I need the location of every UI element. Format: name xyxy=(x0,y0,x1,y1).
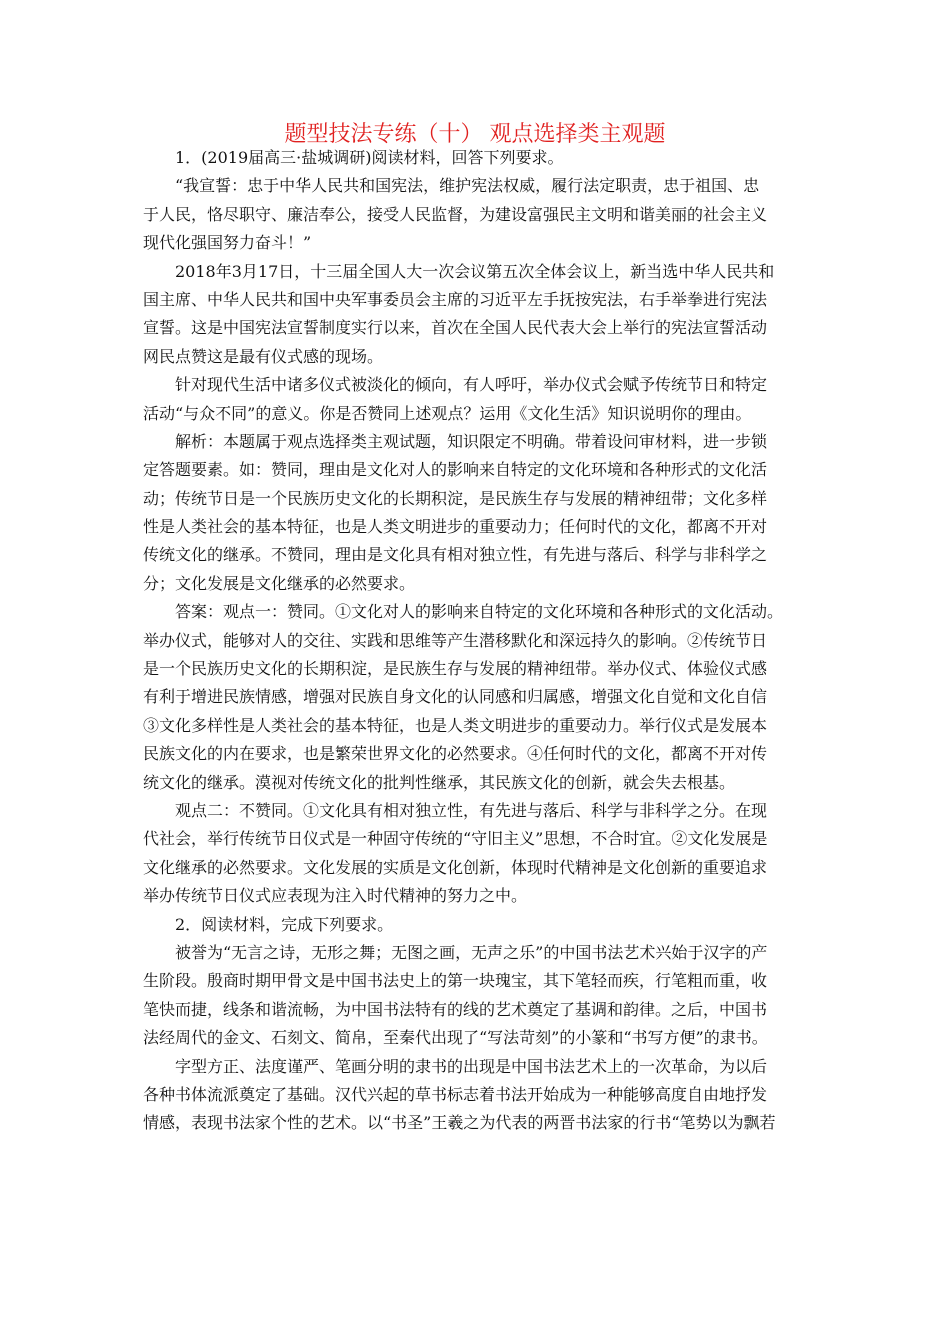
text-line: 2．阅读材料，完成下列要求。 xyxy=(175,914,394,934)
text-line: 2018年3月17日，十三届全国人大一次会议第五次全体会议上，新当选中华人民共和 xyxy=(175,261,775,281)
text-line: 是一个民族历史文化的长期积淀，是民族生存与发展的精神纽带。举办仪式、体验仪式感 xyxy=(143,659,768,679)
text-line: 性是人类社会的基本特征，也是人类文明进步的重要动力；任何时代的文化，都离不开对 xyxy=(143,517,768,537)
text-line: 答案：观点一：赞同。①文化对人的影响来自特定的文化环境和各种形式的文化活动。 xyxy=(175,602,784,622)
text-line: 文化继承的必然要求。文化发展的实质是文化创新，体现时代精神是文化创新的重要追求 xyxy=(143,857,768,877)
text-line: 活动“与众不同”的意义。你是否赞同上述观点？运用《文化生活》知识说明你的理由。 xyxy=(143,403,752,423)
text-line: 1．(2019届高三·盐城调研)阅读材料，回答下列要求。 xyxy=(175,148,564,167)
text-line: 动；传统节日是一个民族历史文化的长期积淀，是民族生存与发展的精神纽带；文化多样 xyxy=(143,488,768,508)
text-line: 现代化强国努力奋斗！” xyxy=(143,233,312,253)
text-line: 代社会，举行传统节日仪式是一种固守传统的“守旧主义”思想，不合时宜。②文化发展是 xyxy=(143,829,768,849)
text-line: 各种书体流派奠定了基础。汉代兴起的草书标志着书法开始成为一种能够高度自由地抒发 xyxy=(143,1084,768,1104)
text-line: 观点二：不赞同。①文化具有相对独立性，有先进与落后、科学与非科学之分。在现 xyxy=(175,800,768,820)
text-line: 定答题要素。如：赞同，理由是文化对人的影响来自特定的文化环境和各种形式的文化活 xyxy=(143,460,768,480)
text-line: 统文化的继承。漠视对传统文化的批判性继承，其民族文化的创新，就会失去根基。 xyxy=(143,772,736,792)
text-line: 于人民，恪尽职守、廉洁奉公，接受人民监督，为建设富强民主文明和谐美丽的社会主义 xyxy=(143,204,768,224)
text-line: 传统文化的继承。不赞同，理由是文化具有相对独立性，有先进与落后、科学与非科学之 xyxy=(143,545,768,565)
text-line: “我宣誓：忠于中华人民共和国宪法，维护宪法权威，履行法定职责，忠于祖国、忠 xyxy=(175,176,760,196)
document-body xyxy=(143,144,820,1138)
text-line: 针对现代生活中诸多仪式被淡化的倾向，有人呼吁，举办仪式会赋予传统节日和特定 xyxy=(175,375,768,395)
text-line: 解析：本题属于观点选择类主观试题，知识限定不明确。带着设问审材料，进一步锁 xyxy=(175,431,768,451)
text-line: 分；文化发展是文化继承的必然要求。 xyxy=(143,573,416,593)
text-line: 字型方正、法度谨严、笔画分明的隶书的出现是中国书法艺术上的一次革命，为以后 xyxy=(175,1056,768,1076)
text-line: 举办仪式，能够对人的交往、实践和思维等产生潜移默化和深远持久的影响。②传统节日 xyxy=(143,630,768,650)
text-line: 网民点赞这是最有仪式感的现场。 xyxy=(143,346,384,366)
text-line: 国主席、中华人民共和国中央军事委员会主席的习近平左手抚按宪法，右手举拳进行宪法 xyxy=(143,289,768,309)
text-line: 民族文化的内在要求，也是繁荣世界文化的必然要求。④任何时代的文化，都离不开对传 xyxy=(143,744,768,764)
text-line: 生阶段。殷商时期甲骨文是中国书法史上的第一块瑰宝，其下笔轻而疾，行笔粗而重，收 xyxy=(143,971,768,991)
text-line: 法经周代的金文、石刻文、简帛，至秦代出现了“写法苛刻”的小篆和“书写方便”的隶书。 xyxy=(143,1028,768,1048)
text-line: 被誉为“无言之诗，无形之舞；无图之画，无声之乐”的中国书法艺术兴始于汉字的产 xyxy=(175,942,768,962)
text-line: 笔快而捷，线条和谐流畅，为中国书法特有的线的艺术奠定了基调和韵律。之后，中国书 xyxy=(143,999,768,1019)
text-line: 有利于增进民族情感，增强对民族自身文化的认同感和归属感，增强文化自觉和文化自信 xyxy=(143,687,768,707)
document-title: 题型技法专练（十） 观点选择类主观题 xyxy=(284,122,666,147)
text-line: 举办传统节日仪式应表现为注入时代精神的努力之中。 xyxy=(143,886,528,906)
text-line: 情感，表现书法家个性的艺术。以“书圣”王羲之为代表的两晋书法家的行书“笔势以为飘若 xyxy=(143,1113,776,1133)
text-line: ③文化多样性是人类社会的基本特征，也是人类文明进步的重要动力。举行仪式是发展本 xyxy=(143,715,768,735)
text-line: 宣誓。这是中国宪法宣誓制度实行以来，首次在全国人民代表大会上举行的宪法宣誓活动 xyxy=(143,318,768,338)
